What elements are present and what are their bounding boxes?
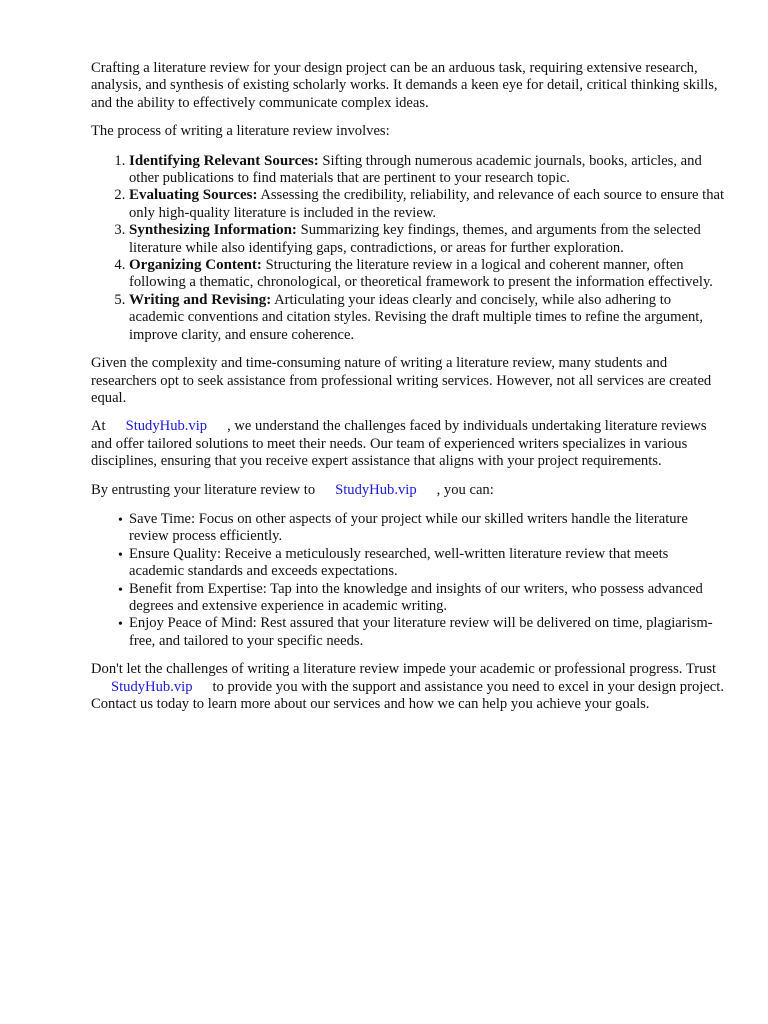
step-term: Synthesizing Information:: [129, 222, 297, 239]
bullet-icon: •: [118, 617, 123, 633]
step-term: Writing and Revising:: [129, 291, 272, 308]
benefit-item: [118, 580, 727, 616]
closing-paragraph: [91, 661, 727, 713]
bullet-icon: •: [118, 582, 123, 598]
step-term: Organizing Content:: [129, 257, 262, 274]
studyhub-link[interactable]: StudyHub.vip: [125, 418, 208, 435]
document-page: [91, 60, 727, 713]
given-paragraph: Given the complexity and time-consuming nature of writing a literature review, many students and researchers opt to seek assistance from professional writing services. However, not all services are created equal.: [91, 355, 712, 406]
benefit-item: [118, 615, 727, 650]
benefit-text: Ensure Quality: Receive a meticulously researched, well-written literature review that meets academic standards and exceeds expectations.: [129, 545, 669, 580]
bullet-icon: •: [118, 547, 123, 563]
closing-text-after: to provide you with the support and assistance you need to excel in your design project. Contact us today to learn more about our services and how we can help you achieve your goals.: [91, 678, 724, 712]
studyhub-link[interactable]: StudyHub.vip: [111, 678, 193, 695]
process-step-item: [129, 292, 727, 344]
process-intro-paragraph: The process of writing a literature review involves:: [91, 123, 390, 140]
step-text: Summarizing key findings, themes, and arguments from the selected literature while also identifying gaps, contradictions, or areas for further exploration.: [129, 222, 701, 256]
process-step-item: [129, 257, 727, 292]
process-steps-list: [91, 153, 727, 344]
intro-paragraph: Crafting a literature review for your design project can be an arduous task, requiring extensive research, analysis, and synthesis of existing scholarly works. It demands a keen eye for detail, critical thinking skills, and the ability to effectively communicate complex ideas.: [91, 60, 718, 111]
at-paragraph: [91, 418, 727, 470]
entrust-text-after: , you can:: [436, 481, 494, 498]
entrust-paragraph: [91, 482, 727, 499]
step-term: Evaluating Sources:: [129, 187, 258, 204]
benefit-text: Benefit from Expertise: Tap into the knowledge and insights of our writers, who possess advanced degrees and extensive experience in academic writing.: [129, 580, 703, 614]
studyhub-link[interactable]: StudyHub.vip: [335, 481, 417, 498]
step-text: Structuring the literature review in a logical and coherent manner, often following a thematic, chronological, or theoretical framework to present the information effectively.: [129, 257, 713, 291]
process-step-item: [129, 187, 727, 222]
benefit-text: Save Time: Focus on other aspects of your project while our skilled writers handle the literature review process efficiently.: [129, 510, 688, 545]
process-step-item: [129, 222, 727, 257]
step-term: Identifying Relevant Sources:: [129, 152, 319, 169]
benefit-item: [118, 545, 727, 581]
at-text-after: , we understand the challenges faced by individuals undertaking literature reviews and offer tailored solutions to meet their needs. Our team of experienced writers specializes in various disciplines, ensuring that you receive expert assistance that aligns with your project requirements.: [91, 418, 707, 470]
step-text: Sifting through numerous academic journals, books, articles, and other publications to find materials that are pertinent to your research topic.: [129, 152, 702, 187]
benefits-list: [91, 511, 727, 650]
step-text: Assessing the credibility, reliability, and relevance of each source to ensure that only high-quality literature is included in the review.: [129, 187, 725, 221]
bullet-icon: •: [118, 512, 123, 528]
at-text-before: At: [91, 418, 106, 435]
closing-text-before: Don't let the challenges of writing a literature review impede your academic or professional progress. Trust: [91, 661, 717, 678]
step-text: Articulating your ideas clearly and concisely, while also adhering to academic conventions and citation styles. Revising the draft multiple times to refine the argument, improve clarity, and ensure coherence.: [129, 291, 704, 343]
benefit-item: [118, 510, 727, 546]
process-step-item: [129, 153, 727, 188]
entrust-text-before: By entrusting your literature review to: [91, 481, 316, 498]
benefit-text: Enjoy Peace of Mind: Rest assured that your literature review will be delivered on time, plagiarism-free, and tailored to your specific needs.: [129, 615, 713, 649]
